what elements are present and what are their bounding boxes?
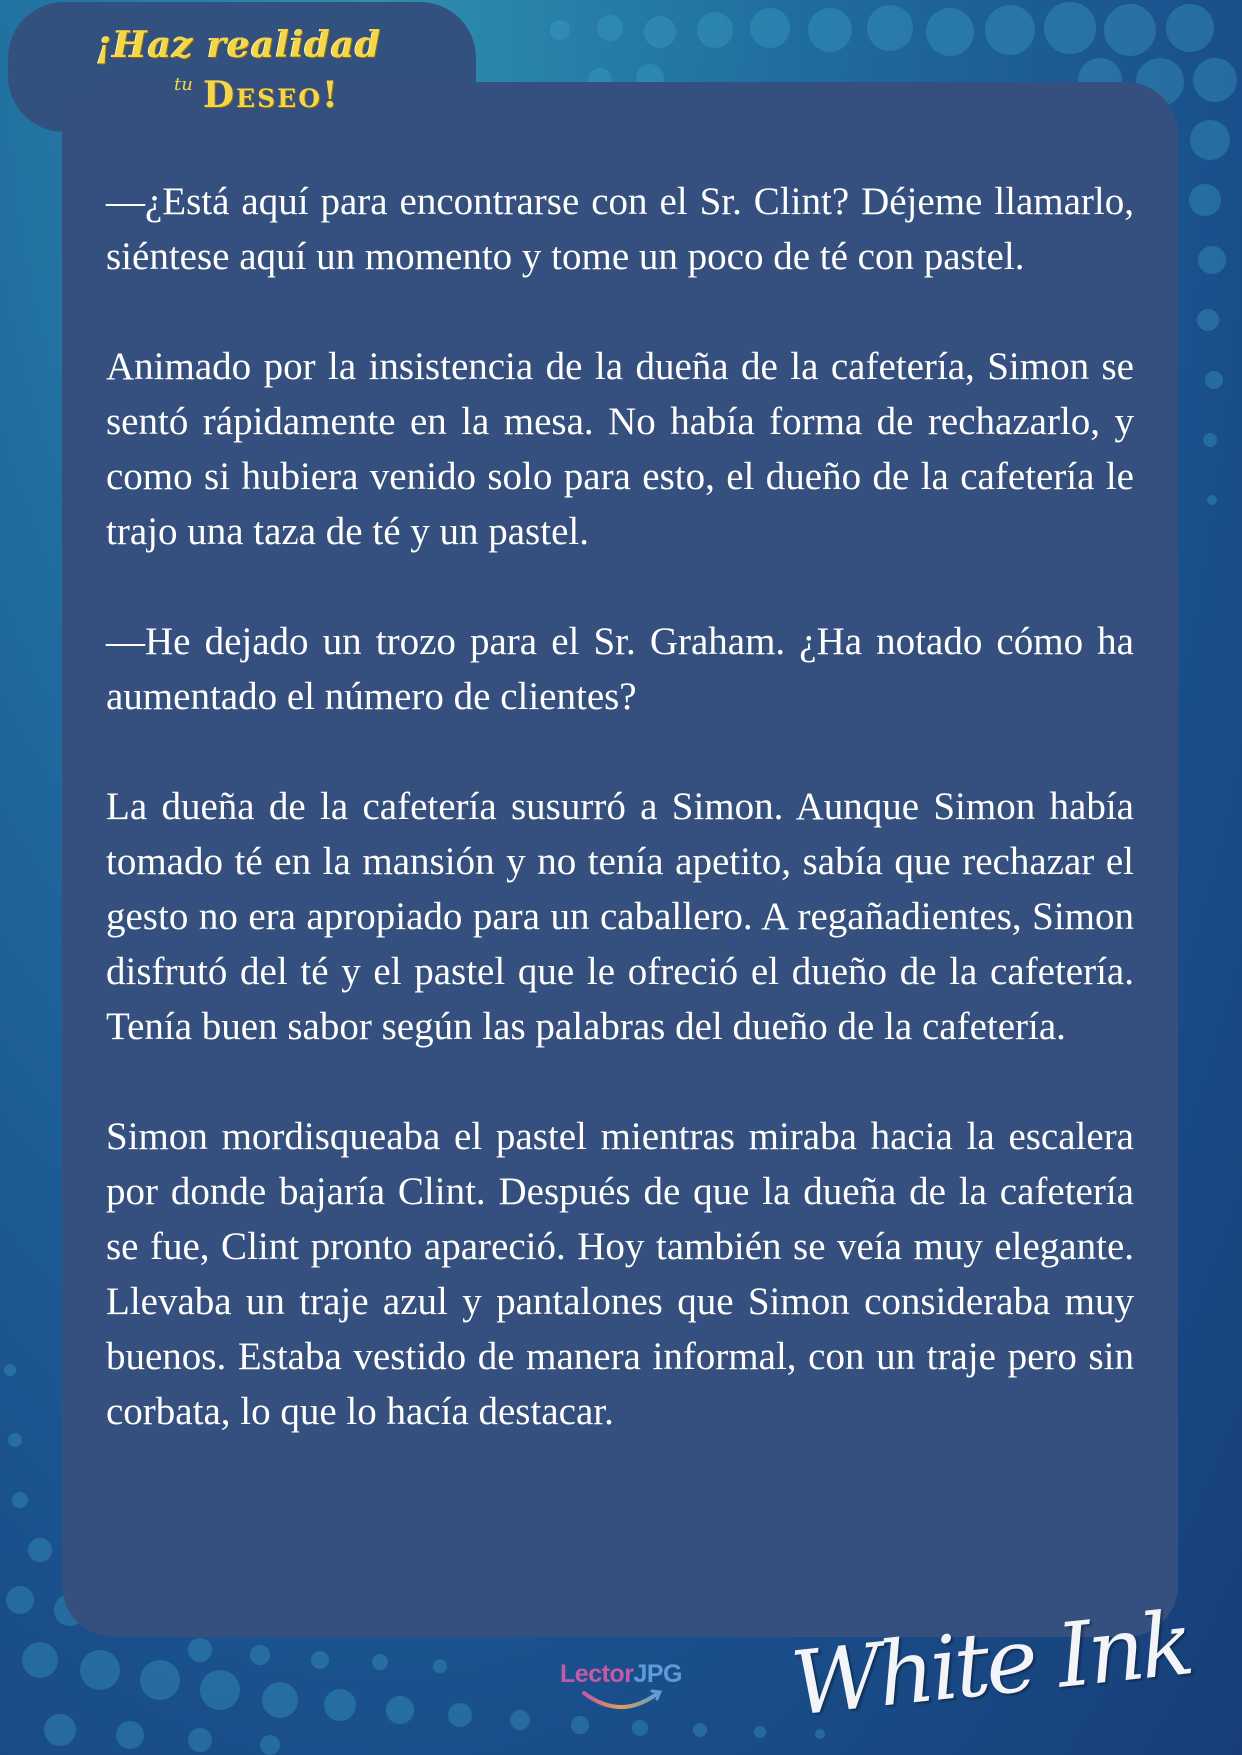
lectorjpg-watermark: [546, 1660, 696, 1730]
story-text: [106, 174, 1134, 1494]
watermark-text: [560, 1660, 682, 1688]
smile-icon: [566, 1687, 676, 1715]
paragraph: Animado por la insistencia de la dueña de la cafetería, Simon se sentó rápidamente en la mesa. No había forma de rechazarlo, y como si hubiera venido solo para esto, el dueño de la cafetería le trajo una taza de té y un pastel.: [106, 345, 1134, 553]
paragraph: La dueña de la cafetería susurró a Simon. Aunque Simon había tomado té en la mansión y no tenía apetito, sabía que rechazar el gesto no era apropiado para un caballero. A regañadientes, Simon disfrutó del té y el pastel que le ofreció el dueño de la cafetería. Tenía buen sabor según las palabras del dueño de la cafetería.: [106, 785, 1134, 1048]
paragraph: Simon mordisqueaba el pastel mientras miraba hacia la escalera por donde bajaría Clint. Después de que la dueña de la cafetería se fue, Clint pronto apareció. Hoy también se veía muy elegante. Llevaba un traje azul y pantalones que Simon consideraba muy buenos. Estaba vestido de manera informal, con un traje pero sin corbata, lo que lo hacía destacar.: [106, 1115, 1134, 1433]
logo-small-word: tu: [174, 74, 193, 95]
logo-line-1: ¡Haz realidad: [96, 24, 382, 66]
white-ink-signature: White Ink: [786, 1591, 1195, 1736]
paragraph: —He dejado un trozo para el Sr. Graham. ¿Ha notado cómo ha aumentado el número de clientes?: [106, 620, 1134, 718]
logo-big-word: Deseo!: [202, 74, 340, 116]
brand-logo: [92, 18, 392, 128]
logo-line-2: [174, 74, 340, 116]
paragraph: —¿Está aquí para encontrarse con el Sr. Clint? Déjeme llamarlo, siéntese aquí un momento y tome un poco de té con pastel.: [106, 180, 1134, 278]
watermark-part-2: JPG: [633, 1660, 682, 1688]
watermark-part-1: Lector: [560, 1660, 634, 1688]
